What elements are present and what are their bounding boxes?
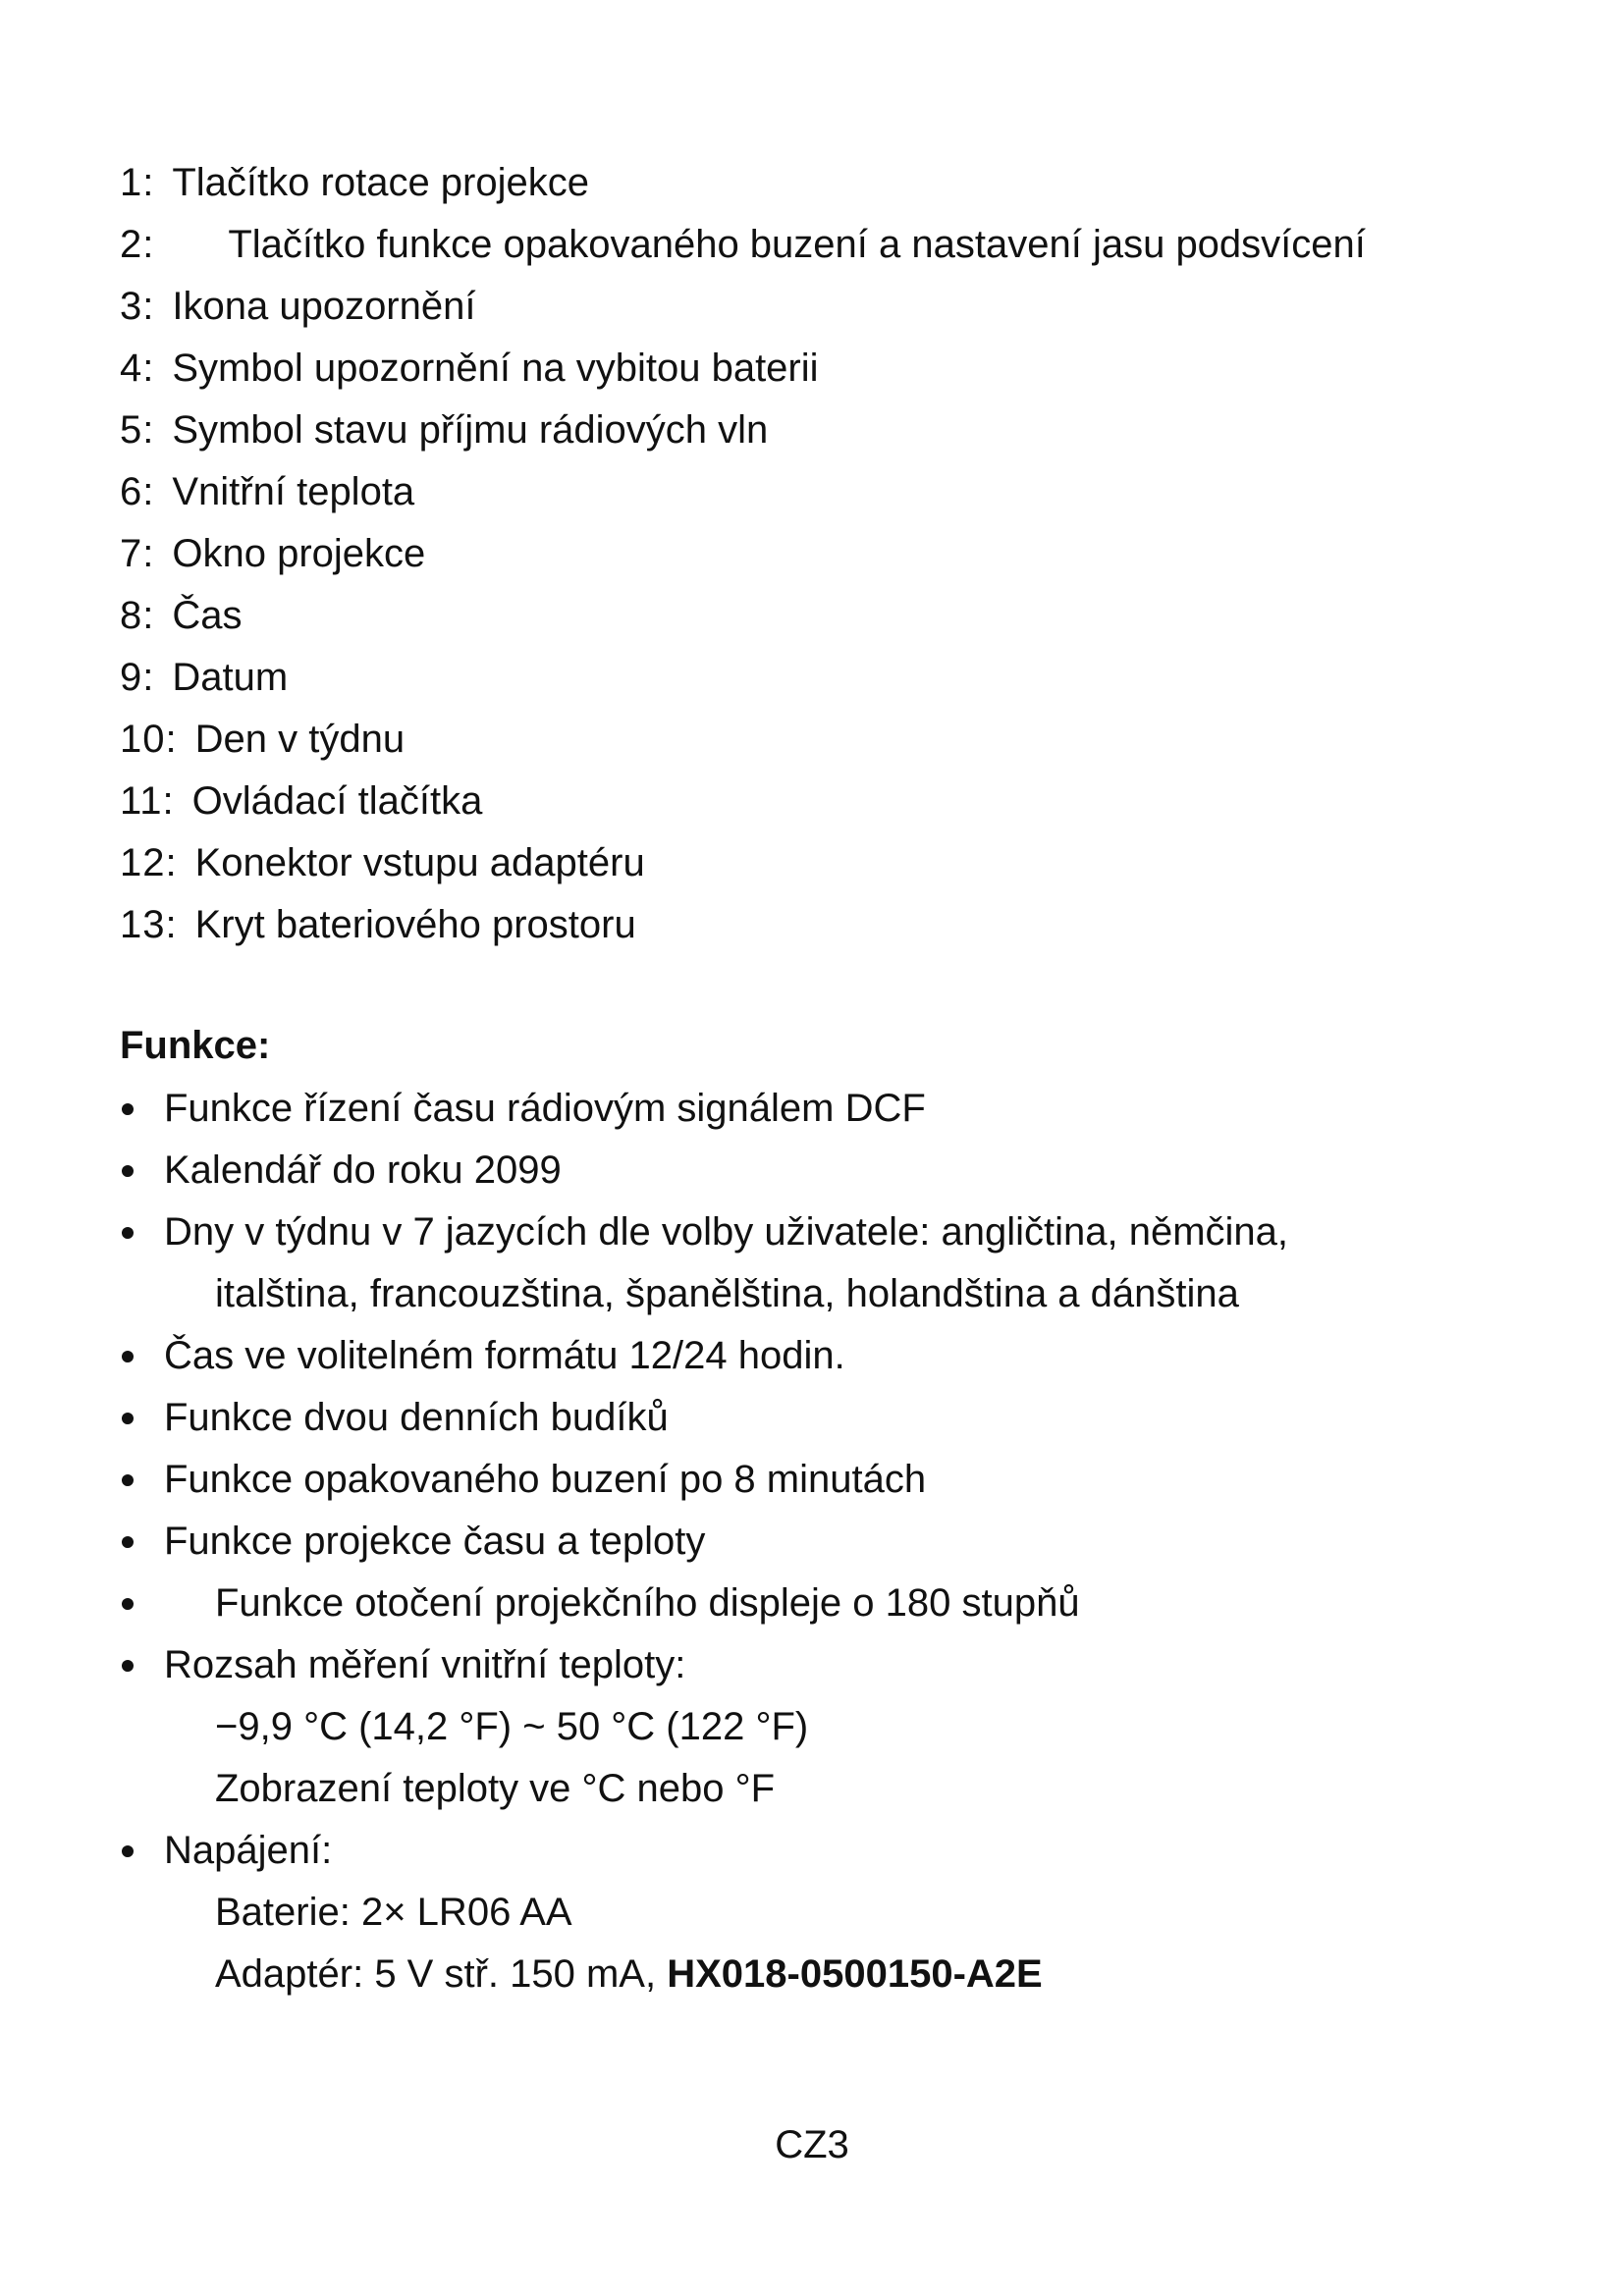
adapter-model: HX018-0500150-A2E xyxy=(667,1952,1043,1996)
bullet-icon xyxy=(122,1413,134,1424)
adapter-spec: Adaptér: 5 V stř. 150 mA, xyxy=(215,1952,668,1996)
parts-list-item xyxy=(120,400,1366,461)
item-number: 7: xyxy=(120,532,155,575)
feature-item xyxy=(120,1078,1514,1140)
feature-item xyxy=(120,1201,1514,1325)
temperature-units: Zobrazení teploty ve °C nebo °F xyxy=(215,1767,776,1810)
parts-list-item xyxy=(120,894,1366,956)
bullet-icon xyxy=(122,1227,134,1239)
feature-text: Funkce řízení času rádiovým signálem DCF xyxy=(164,1087,926,1130)
item-label: Čas xyxy=(172,594,243,637)
item-number: 9: xyxy=(120,656,155,699)
parts-list-item xyxy=(120,647,1366,709)
item-label: Tlačítko rotace projekce xyxy=(172,161,589,204)
feature-text: Funkce otočení projekčního displeje o 180 stupňů xyxy=(215,1581,1080,1625)
item-number: 10: xyxy=(120,718,178,761)
page-number: CZ3 xyxy=(775,2123,849,2166)
item-label: Ovládací tlačítka xyxy=(191,779,483,823)
item-number: 3: xyxy=(120,285,155,328)
item-number: 11: xyxy=(120,779,175,823)
item-label: Konektor vstupu adaptéru xyxy=(194,841,645,884)
feature-item xyxy=(120,1820,1514,2005)
feature-text: Funkce dvou denních budíků xyxy=(164,1396,669,1439)
bullet-icon xyxy=(122,1536,134,1548)
power-battery: Baterie: 2× LR06 AA xyxy=(215,1891,572,1934)
bullet-icon xyxy=(122,1351,134,1362)
item-number: 5: xyxy=(120,408,155,452)
item-label: Ikona upozornění xyxy=(172,285,476,328)
item-label: Kryt bateriového prostoru xyxy=(194,903,636,946)
bullet-icon xyxy=(122,1474,134,1486)
item-label: Tlačítko funkce opakovaného buzení a nastavení jasu podsvícení xyxy=(228,223,1366,266)
item-label: Symbol upozornění na vybitou baterii xyxy=(172,347,819,390)
item-number: 8: xyxy=(120,594,155,637)
feature-text: Funkce projekce času a teploty xyxy=(164,1520,706,1563)
item-number: 2: xyxy=(120,223,155,266)
parts-list-item xyxy=(120,771,1366,832)
feature-text: Napájení: xyxy=(164,1829,333,1872)
parts-list-item xyxy=(120,709,1366,771)
item-label: Okno projekce xyxy=(172,532,426,575)
bullet-icon xyxy=(122,1845,134,1857)
temperature-range: −9,9 °C (14,2 °F) ~ 50 °C (122 °F) xyxy=(215,1705,809,1748)
feature-text: Funkce opakovaného buzení po 8 minutách xyxy=(164,1458,927,1501)
feature-item xyxy=(120,1449,1514,1511)
power-adapter xyxy=(164,1944,1514,2005)
feature-item xyxy=(120,1140,1514,1201)
bullet-icon xyxy=(122,1165,134,1177)
bullet-icon xyxy=(122,1598,134,1610)
feature-text: Rozsah měření vnitřní teploty: xyxy=(164,1643,686,1686)
item-number: 1: xyxy=(120,161,155,204)
feature-text-continued: italština, francouzština, španělština, holandština a dánština xyxy=(215,1272,1239,1315)
parts-list-item xyxy=(120,276,1366,338)
feature-item xyxy=(120,1573,1514,1634)
feature-item xyxy=(120,1634,1514,1820)
parts-list-item xyxy=(120,338,1366,400)
parts-list-item xyxy=(120,832,1366,894)
parts-list-item xyxy=(120,461,1366,523)
feature-item xyxy=(120,1387,1514,1449)
item-label: Den v týdnu xyxy=(194,718,406,761)
bullet-icon xyxy=(122,1660,134,1672)
feature-text: Čas ve volitelném formátu 12/24 hodin. xyxy=(164,1334,845,1377)
parts-list-item xyxy=(120,523,1366,585)
feature-text: Kalendář do roku 2099 xyxy=(164,1148,562,1192)
feature-text: Dny v týdnu v 7 jazycích dle volby uživatele: angličtina, němčina, xyxy=(164,1210,1289,1254)
bullet-icon xyxy=(122,1103,134,1115)
item-number: 12: xyxy=(120,841,178,884)
parts-list-item xyxy=(120,152,1366,214)
parts-list-item xyxy=(120,585,1366,647)
item-label: Vnitřní teplota xyxy=(172,470,415,513)
item-number: 6: xyxy=(120,470,155,513)
item-number: 13: xyxy=(120,903,178,946)
parts-list xyxy=(120,152,1366,956)
feature-item xyxy=(120,1325,1514,1387)
item-number: 4: xyxy=(120,347,155,390)
features-list xyxy=(120,1078,1514,2005)
features-heading: Funkce: xyxy=(120,1024,271,1067)
item-label: Symbol stavu příjmu rádiových vln xyxy=(172,408,769,452)
parts-list-item xyxy=(120,214,1366,276)
item-label: Datum xyxy=(172,656,289,699)
feature-item xyxy=(120,1511,1514,1573)
